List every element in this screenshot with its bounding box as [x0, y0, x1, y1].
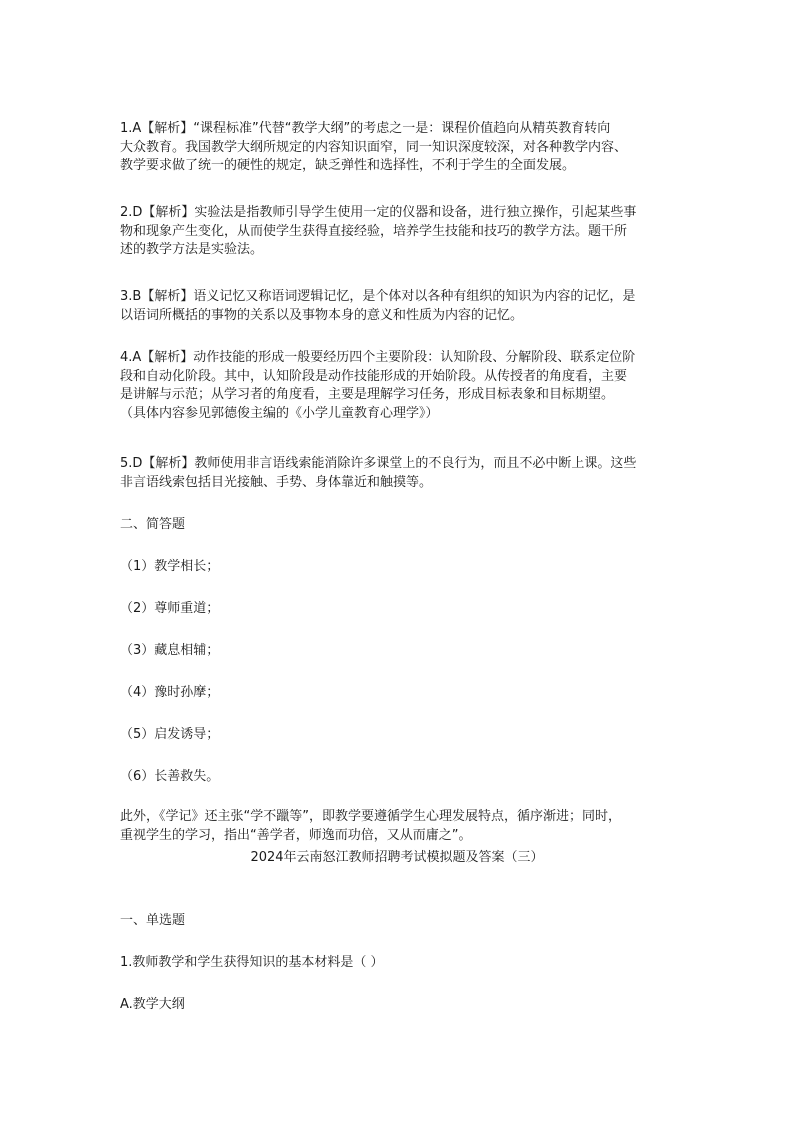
text-line: 5.D【解析】教师使用非言语线索能消除许多课堂上的不良行为，而且不必中断上课。这些 [120, 456, 637, 471]
question-1: 1.教师教学和学生获得知识的基本材料是（ ） [120, 955, 384, 970]
text-line: 段和自动化阶段。其中，认知阶段是动作技能形成的开始阶段。从传授者的角度看，主要 [120, 368, 628, 384]
question-1-option-a: A.教学大纲 [120, 997, 185, 1012]
text-line: 3.B【解析】语义记忆又称语词逻辑记忆，是个体对以各种有组织的知识为内容的记忆，是 [120, 289, 636, 304]
list-item: （5）启发诱导； [120, 727, 220, 742]
text-line: 重视学生的学习，指出“善学者，师逸而功倍，又从而庸之”。 [120, 827, 472, 843]
answer-2-explanation [120, 204, 676, 260]
list-item: （3）藏息相辅； [120, 643, 220, 658]
list-item: （2）尊师重道； [120, 601, 220, 616]
list-item: （6）长善救失。 [120, 769, 220, 784]
text-line: （具体内容参见郭德俊主编的《小学儿童教育心理学》） [120, 405, 439, 421]
text-line: 此外，《学记》还主张“学不躐等”，即教学要遵循学生心理发展特点，循序渐进；同时， [120, 809, 621, 824]
answer-5-explanation [120, 455, 676, 492]
text-line: 2.D【解析】实验法是指教师引导学生使用一定的仪器和设备，进行独立操作，引起某些事 [120, 205, 637, 220]
text-line: 述的教学方法是实验法。 [120, 242, 264, 257]
list-item: （1）教学相长； [120, 559, 220, 574]
text-line: 教学要求做了统一的硬性的规定，缺乏弹性和选择性，不利于学生的全面发展。 [120, 158, 576, 173]
text-line: 1.A【解析】“课程标准”代替“教学大纲”的考虑之一是：课程价值趋向从精英教育转向 [120, 121, 611, 136]
section-heading-single-choice: 一、单选题 [120, 913, 186, 928]
closing-paragraph [120, 808, 676, 845]
answer-4-explanation [120, 349, 676, 423]
text-line: 4.A【解析】动作技能的形成一般要经历四个主要阶段：认知阶段、分解阶段、联系定位阶 [120, 350, 636, 365]
text-line: 物和现象产生变化，从而使学生获得直接经验，培养学生技能和技巧的教学方法。题干所 [120, 223, 628, 239]
answer-3-explanation [120, 288, 676, 325]
list-item: （4）豫时孙摩； [120, 685, 220, 700]
text-line: 以语词所概括的事物的关系以及事物本身的意义和性质为内容的记忆。 [120, 307, 524, 323]
section-heading-short-answer: 二、简答题 [120, 517, 186, 532]
answer-1-explanation [120, 120, 676, 176]
text-line: 大众教育。我国教学大纲所规定的内容知识面窄，同一知识深度较深，对各种教学内容、 [120, 139, 628, 155]
exam-title: 2024年云南怒江教师招聘考试模拟题及答案（三） [250, 850, 544, 865]
text-line: 非言语线索包括目光接触、手势、身体靠近和触摸等。 [120, 474, 433, 490]
text-line: 是讲解与示范；从学习者的角度看，主要是理解学习任务，形成目标表象和目标期望。 [120, 387, 615, 402]
